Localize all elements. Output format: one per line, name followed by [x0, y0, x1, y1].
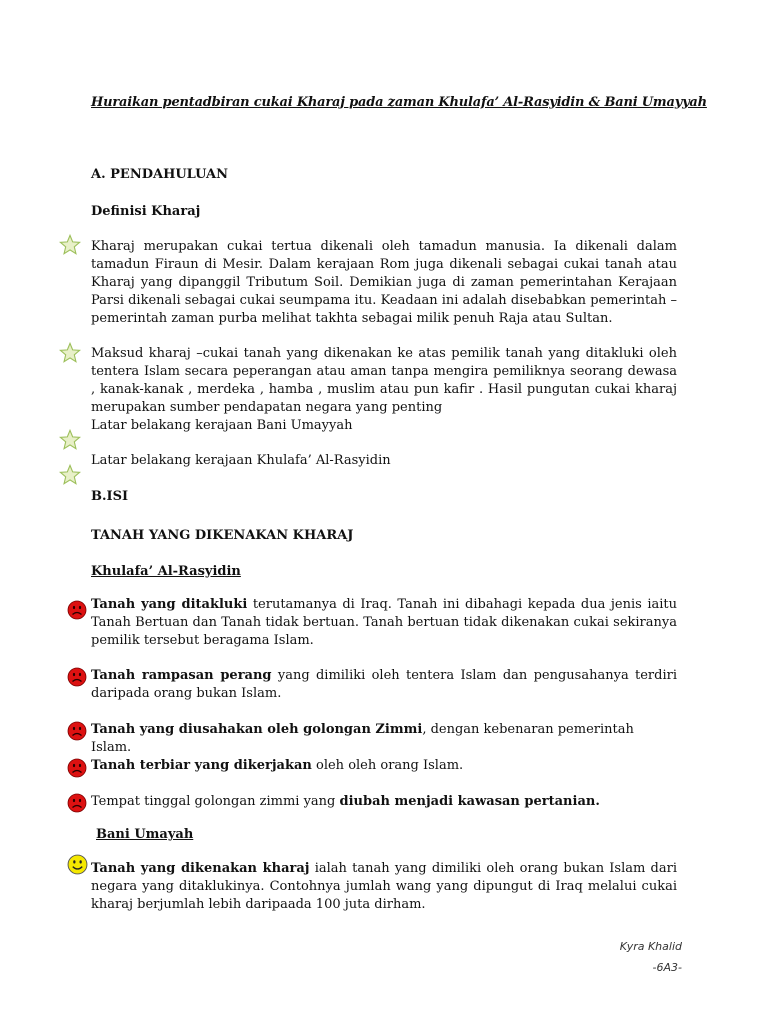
definisi-heading: Definisi Kharaj: [91, 204, 201, 219]
item-text: , dengan kebenaran pemerintah Islam.: [91, 722, 634, 755]
sad-face-icon: [67, 721, 87, 741]
paragraph-maksud: Maksud kharaj –cukai tanah yang dikenakan ke atas pemilik tanah yang ditakluki oleh tentera Islam secara peperangan atau aman tanpa mengira pemiliknya seorang dewasa , kanak-kanak , merdeka , hamba , muslim atau pun kafir . Hasil pungutan cukai kharaj merupakan sumber pendapatan negara yang penting: [91, 346, 677, 415]
list-item-tanah-dikenakan-kharaj: [91, 860, 677, 914]
star-icon: [59, 464, 81, 486]
star-icon: [59, 234, 81, 256]
item-bold: Tanah yang dikenakan kharaj: [91, 861, 310, 876]
latar-umayyah-text: Latar belakang kerajaan Bani Umayyah: [91, 418, 353, 433]
smiley-face-icon: [67, 854, 88, 875]
item-text: Tempat tinggal golongan zimmi yang: [91, 794, 340, 809]
star-icon: [59, 342, 81, 364]
section-b-heading: B.ISI: [91, 489, 129, 504]
khulafa-heading: Khulafa’ Al-Rasyidin: [91, 564, 241, 579]
sad-face-icon: [67, 600, 87, 620]
signature-class: -6A3-: [652, 961, 682, 974]
star-icon: [59, 429, 81, 451]
item-bold: Tanah terbiar yang dikerjakan: [91, 758, 312, 773]
document-title: Huraikan pentadbiran cukai Kharaj pada zaman Khulafa’ Al-Rasyidin & Bani Umayyah: [91, 95, 707, 110]
item-text: ialah tanah yang dimiliki oleh orang bukan Islam dari negara yang ditaklukinya. Contohnya jumlah wang yang dipungut di Iraq melalui cukai kharaj berjumlah lebih daripaada 100 juta dirham.: [91, 861, 677, 912]
item-text: terutamanya di Iraq. Tanah ini dibahagi kepada dua jenis iaitu Tanah Bertuan dan Tanah tidak bertuan. Tanah bertuan tidak dikenakan cukai sekiranya pemilik tersebut beragama Islam.: [91, 597, 677, 648]
item-bold: diubah menjadi kawasan pertanian.: [339, 794, 600, 809]
tanah-heading: TANAH YANG DIKENAKAN KHARAJ: [91, 528, 354, 543]
item-text: oleh oleh orang Islam.: [311, 758, 464, 773]
paragraph-definisi: Kharaj merupakan cukai tertua dikenali oleh tamadun manusia. Ia dikenali dalam tamadun Firaun di Mesir. Dalam kerajaan Rom juga dikenali sebagai cukai tanah atau Kharaj yang dipanggil Tributum Soil. Demikian juga di zaman pemerintahan Kerajaan Parsi dikenali sebagai cukai seumpama itu. Keadaan ini adalah disebabkan pemerintah – pemerintah zaman purba melihat takhta sebagai milik penuh Raja atau Sultan.: [91, 239, 677, 326]
list-item-rampasan-perang: [91, 667, 677, 703]
item-text: yang dimiliki oleh tentera Islam dan pengusahanya terdiri daripada orang bukan Islam.: [91, 668, 677, 701]
list-item-golongan-zimmi: [91, 721, 677, 757]
bani-umayah-heading: Bani Umayah: [96, 827, 194, 842]
sad-face-icon: [67, 758, 87, 778]
item-bold: Tanah yang ditakluki: [91, 597, 248, 612]
latar-khulafa-text: Latar belakang kerajaan Khulafa’ Al-Rasyidin: [91, 453, 391, 468]
sad-face-icon: [67, 793, 87, 813]
item-bold: Tanah yang diusahakan oleh golongan Zimmi: [91, 722, 423, 737]
list-item-tanah-terbiar: [91, 757, 677, 775]
sad-face-icon: [67, 667, 87, 687]
signature-name: Kyra Khalid: [619, 940, 682, 953]
list-item-tempat-tinggal: [91, 793, 677, 811]
section-a-heading: A. PENDAHULUAN: [91, 167, 229, 182]
list-item-tanah-ditakluki: [91, 596, 677, 650]
item-bold: Tanah rampasan perang: [91, 668, 272, 683]
